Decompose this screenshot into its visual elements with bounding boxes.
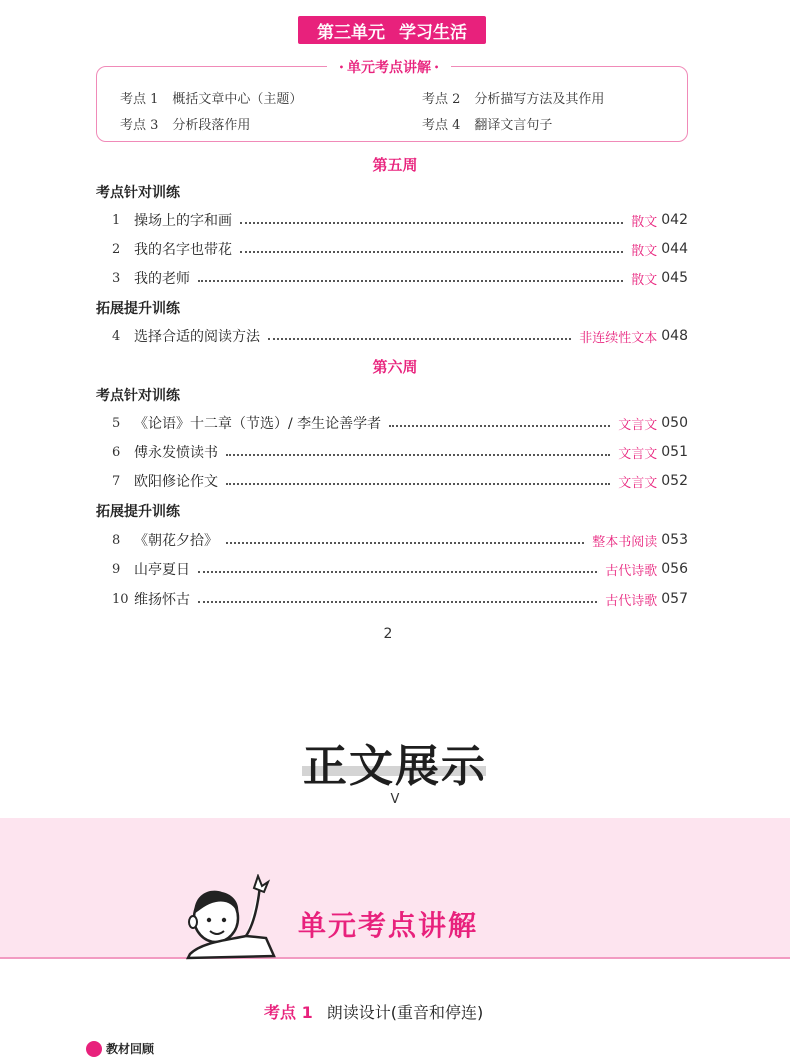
cartoon-boy-icon <box>182 874 292 970</box>
toc-row[interactable]: 2 我的名字也带花 散文 044 <box>112 241 688 259</box>
toc-row[interactable]: 8 《朝花夕拾》 整本书阅读 053 <box>112 532 688 550</box>
section-heading: 拓展提升训练 <box>96 301 180 317</box>
week5-title: 第五周 <box>372 156 418 174</box>
point-item: 考点 4 翻译文言句子 <box>422 118 553 133</box>
unit-title-number: 第三单元 <box>317 22 385 43</box>
unit-banner <box>298 16 486 44</box>
toc-row[interactable]: 7 欧阳修论作文 文言文 052 <box>112 473 688 491</box>
unit-title-topic: 学习生活 <box>399 22 467 43</box>
points-box-title: • 单元考点讲解 • <box>327 57 451 77</box>
band-title: 单元考点讲解 <box>298 909 479 942</box>
section-heading: 拓展提升训练 <box>96 504 180 520</box>
section-heading: 考点针对训练 <box>96 388 180 404</box>
toc-row[interactable]: 1 操场上的字和画 散文 042 <box>112 212 688 230</box>
point-item: 考点 3 分析段落作用 <box>120 118 251 133</box>
toc-row[interactable]: 6 傅永发愤读书 文言文 051 <box>112 444 688 462</box>
kaodian-text: 朗读设计(重音和停连) <box>326 1003 484 1022</box>
toc-row[interactable]: 4 选择合适的阅读方法 非连续性文本 048 <box>112 328 688 346</box>
toc-row[interactable]: 5 《论语》十二章（节选）/ 李生论善学者 文言文 050 <box>112 415 688 433</box>
section-heading: 考点针对训练 <box>96 185 180 201</box>
showcase-title: 正文展示 <box>303 741 487 792</box>
point-item: 考点 1 概括文章中心（主题） <box>120 92 303 107</box>
week6-title: 第六周 <box>372 358 418 376</box>
kaodian-label: 考点 1 <box>264 1003 313 1022</box>
toc-row[interactable]: 9 山亭夏日 古代诗歌 056 <box>112 561 688 579</box>
band-divider <box>0 957 790 959</box>
kaodian-heading <box>264 1000 483 1023</box>
toc-row[interactable]: 3 我的老师 散文 045 <box>112 270 688 288</box>
bottom-heading: 教材回顾 <box>86 1040 154 1057</box>
toc-row[interactable]: 10 维扬怀古 古代诗歌 057 <box>112 591 688 609</box>
page-number: 2 <box>383 626 393 642</box>
point-item: 考点 2 分析描写方法及其作用 <box>422 92 605 107</box>
chevron-down-icon: V <box>390 792 400 807</box>
